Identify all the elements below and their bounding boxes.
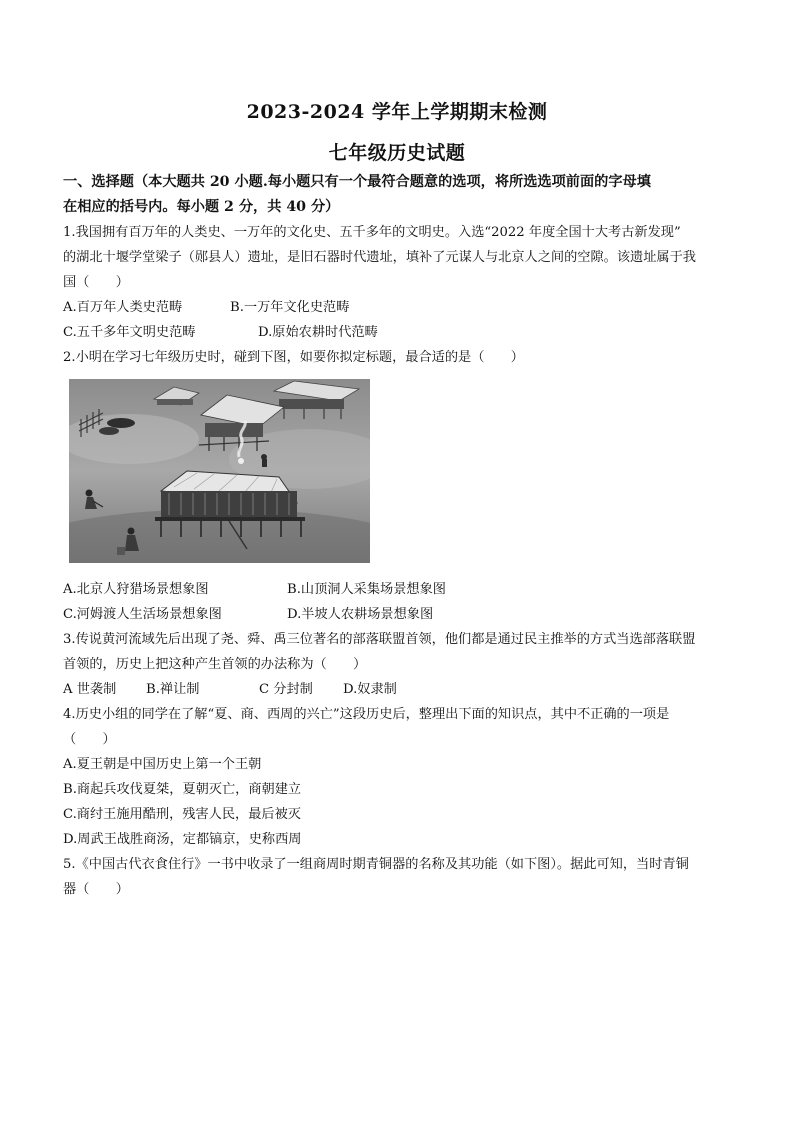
q5-stem-line1: 5.《中国古代衣食住行》一书中收录了一组商周时期青铜器的名称及其功能（如下图）。据此可知，当时青铜 xyxy=(63,857,689,872)
q4-stem-line1: 4.历史小组的同学在了解“夏、商、西周的兴亡”这段历史后，整理出下面的知识点，其中不正确的一项是 xyxy=(63,707,670,722)
q4-option-b[interactable]: B.商起兵攻伐夏桀，夏朝灭亡，商朝建立 xyxy=(63,782,302,797)
q1-option-d[interactable]: D.原始农耕时代范畴 xyxy=(258,325,378,340)
q3-stem-line2: 首领的，历史上把这种产生首领的办法称为（ ） xyxy=(63,657,367,672)
q2-option-c[interactable]: C.河姆渡人生活场景想象图 xyxy=(63,607,222,622)
q3-option-b[interactable]: B.禅让制 xyxy=(146,682,200,697)
q2-stem: 2.小明在学习七年级历史时，碰到下图，如要你拟定标题，最合适的是（ ） xyxy=(63,350,524,365)
section-instructions-line2: 在相应的括号内。每小题 2 分，共 40 分） xyxy=(63,199,340,215)
q4-option-c[interactable]: C.商纣王施用酷刑，残害人民，最后被灭 xyxy=(63,807,301,822)
q2-option-a[interactable]: A.北京人狩猎场景想象图 xyxy=(63,582,209,597)
q3-option-c[interactable]: C 分封制 xyxy=(259,682,313,697)
q2-option-b[interactable]: B.山顶洞人采集场景想象图 xyxy=(287,582,446,597)
q1-option-b[interactable]: B.一万年文化史范畴 xyxy=(230,300,350,315)
q3-option-d[interactable]: D.奴隶制 xyxy=(343,682,397,697)
hemudu-stilt-house-illustration xyxy=(69,379,370,563)
q2-option-d[interactable]: D.半坡人农耕场景想象图 xyxy=(287,607,434,622)
q4-option-d[interactable]: D.周武王战胜商汤，定都镐京，史称西周 xyxy=(63,832,302,847)
q1-stem-line2: 的湖北十堰学堂梁子（郧县人）遗址，是旧石器时代遗址，填补了元谋人与北京人之间的空隙。该遗址属于我 xyxy=(63,250,696,265)
q4-stem-line2: （ ） xyxy=(63,732,116,747)
q1-option-a[interactable]: A.百万年人类史范畴 xyxy=(63,300,183,315)
q3-option-a[interactable]: A 世袭制 xyxy=(63,682,117,697)
section-instructions-line1: 一、选择题（本大题共 20 小题.每小题只有一个最符合题意的选项，将所选选项前面的字母填 xyxy=(63,174,651,190)
q1-option-c[interactable]: C.五千多年文明史范畴 xyxy=(63,325,196,340)
q4-option-a[interactable]: A.夏王朝是中国历史上第一个王朝 xyxy=(63,757,262,772)
q1-stem-line3: 国（ ） xyxy=(63,275,129,290)
exam-subtitle: 七年级历史试题 xyxy=(328,142,466,164)
q3-stem-line1: 3.传说黄河流域先后出现了尧、舜、禹三位著名的部落联盟首领，他们都是通过民主推举的方式当选部落联盟 xyxy=(63,632,696,647)
q1-stem-line1: 1.我国拥有百万年的人类史、一万年的文化史、五千多年的文明史。入选“2022 年度全国十大考古新发现” xyxy=(63,225,681,240)
exam-title: 2023-2024 学年上学期期末检测 xyxy=(246,101,548,123)
q5-stem-line2: 器（ ） xyxy=(63,882,129,897)
